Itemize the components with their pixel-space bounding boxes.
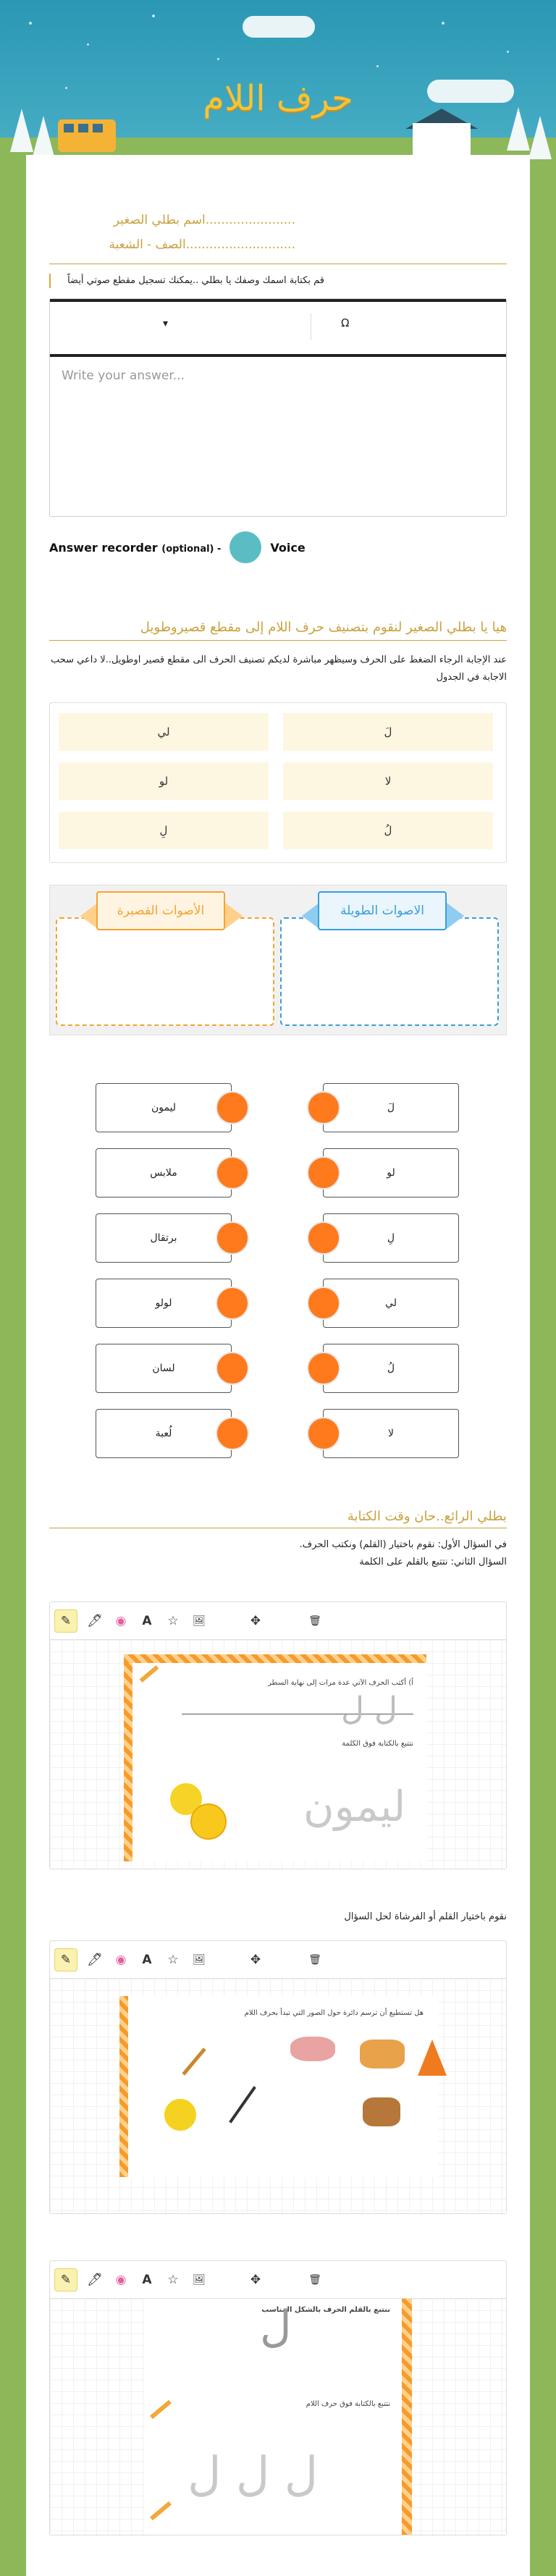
sheet3-instruction: ننتبع بالقلم الحرف بالشكل المناسب: [261, 2306, 390, 2314]
dog-icon: [363, 2097, 400, 2126]
drawing-editor-1: [49, 1601, 507, 1869]
page-title: حرف اللام: [203, 78, 353, 119]
text-tool-icon[interactable]: A: [142, 2273, 152, 2287]
worksheet-image: [119, 1996, 438, 2177]
drawing-canvas[interactable]: [50, 1979, 506, 2213]
meat-icon: [290, 2037, 335, 2061]
q4-instruction-3: نقوم باختيار القلم أو الفرشاة لحل السؤال: [344, 1911, 507, 1922]
image-icon[interactable]: 🖼: [193, 2274, 206, 2286]
trash-icon[interactable]: 🗑: [308, 1954, 321, 1966]
sheet2-instruction: هل تستطيع أن ترسم دائرة حول الصور التي تبدأ بحرف اللام: [244, 2009, 424, 2017]
move-icon[interactable]: ✥: [250, 1953, 261, 1967]
pencil-icon[interactable]: ✎: [54, 2268, 77, 2291]
drawing-canvas[interactable]: [50, 1640, 506, 1869]
choice-cell[interactable]: لِ: [59, 812, 269, 849]
record-voice-button[interactable]: [229, 531, 261, 563]
match-right-box[interactable]: لو: [323, 1148, 459, 1197]
pencil-icon: [150, 2501, 172, 2520]
match-right-box[interactable]: لَ: [323, 1083, 459, 1132]
pencil-icon: [140, 1665, 159, 1683]
star-icon[interactable]: ☆: [167, 1953, 179, 1967]
sheet3-trace-instruction: نتتبع بالكتابة فوق حرف اللام: [306, 2400, 390, 2408]
match-left-box[interactable]: لسان: [96, 1344, 232, 1393]
match-connector-dot[interactable]: [216, 1417, 249, 1450]
drawing-toolbar: [50, 1602, 506, 1640]
worksheet-image: [124, 1654, 426, 1861]
short-sounds-dropzone[interactable]: [56, 917, 274, 1026]
sheet3-model-letter: ل: [260, 2302, 292, 2352]
match-connector-dot[interactable]: [307, 1287, 340, 1320]
sheet1-trace-word: ليمون: [303, 1782, 406, 1831]
match-connector-dot[interactable]: [216, 1156, 249, 1190]
match-connector-dot[interactable]: [216, 1287, 249, 1320]
short-sounds-label: الأصوات القصيرة: [96, 891, 225, 930]
match-right-box[interactable]: لي: [323, 1279, 459, 1328]
choice-cell[interactable]: لُ: [283, 812, 493, 849]
student-name-label: .......................اسم بطلي الصغير: [113, 213, 295, 227]
answer-editor[interactable]: [49, 298, 507, 517]
q2-title: هيا يا بطلي الصغير لنقوم بتصنيف حرف اللام إلى مقطع قصيروطويل: [140, 620, 507, 635]
color-picker-icon[interactable]: ◉: [115, 2273, 127, 2287]
q4-instruction-1: في السؤال الأول: نقوم باختيار (القلم) ونكتب الحرف.: [299, 1539, 507, 1550]
match-left-box[interactable]: ملابس: [96, 1148, 232, 1197]
trash-icon[interactable]: 🗑: [308, 2274, 321, 2286]
q1-instruction: قم بكتابة اسمك وصفك يا بطلي ..يمكنك تسجيل مقطع صوتي أيضاً: [67, 275, 324, 286]
long-sounds-dropzone[interactable]: [280, 917, 499, 1026]
pen-drawing-icon: [229, 2086, 256, 2123]
image-icon[interactable]: 🖼: [193, 1615, 206, 1627]
school-bus-icon: [58, 119, 116, 152]
drawing-toolbar: [50, 1941, 506, 1979]
match-connector-dot[interactable]: [307, 1417, 340, 1450]
pencil-icon[interactable]: ✎: [54, 1948, 77, 1971]
pen-icon[interactable]: 🖊: [87, 1614, 103, 1628]
match-right-box[interactable]: لا: [323, 1409, 459, 1458]
letter-choices: [49, 702, 507, 863]
long-sounds-label: الاصوات الطويلة: [318, 891, 447, 930]
star-icon[interactable]: ☆: [167, 2273, 179, 2287]
fire-icon: [418, 2040, 447, 2076]
trash-icon[interactable]: 🗑: [308, 1615, 321, 1627]
match-connector-dot[interactable]: [307, 1352, 340, 1385]
match-connector-dot[interactable]: [216, 1091, 249, 1124]
sort-zones: [49, 885, 507, 1035]
choice-cell[interactable]: لَ: [283, 713, 493, 751]
arrow-icon: [182, 2047, 206, 2075]
match-right-box[interactable]: لِ: [323, 1213, 459, 1263]
answer-input[interactable]: Write your answer...: [62, 369, 185, 383]
match-left-box[interactable]: لُعبة: [96, 1409, 232, 1458]
choice-cell[interactable]: لا: [283, 762, 493, 800]
q2-instruction: عند الإجابة الرجاء الضغط على الحرف وسيظهر مباشرة لديكم تصنيف الحرف الى مقطع قصير اوطويل..لا داعي سحب الاجابة في الجدول: [51, 654, 507, 683]
drawing-toolbar: [50, 2261, 506, 2299]
lemon-icon: [164, 2099, 196, 2131]
answer-recorder: [49, 531, 306, 563]
sheet1-instruction: أ) أكتب الحرف الآتي عدة مرات إلى نهاية السطر: [268, 1679, 413, 1687]
match-connector-dot[interactable]: [216, 1221, 249, 1255]
recorder-voice-label: Voice: [270, 540, 306, 555]
drawing-editor-3: [49, 2260, 507, 2535]
move-icon[interactable]: ✥: [250, 1614, 261, 1628]
image-icon[interactable]: 🖼: [193, 1954, 206, 1966]
worksheet-card: [26, 155, 530, 2576]
choice-cell[interactable]: لو: [59, 762, 269, 800]
color-picker-icon[interactable]: ◉: [115, 1614, 127, 1628]
drawing-editor-2: [49, 1940, 507, 2214]
q4-title: بطلي الرائع..حان وقت الكتابة: [347, 1509, 507, 1524]
student-class-label: ............................الصف - الشعبة: [109, 237, 295, 252]
match-left-box[interactable]: ليمون: [96, 1083, 232, 1132]
choice-cell[interactable]: لي: [59, 713, 269, 751]
pen-icon[interactable]: 🖊: [87, 2273, 103, 2287]
star-icon[interactable]: ☆: [167, 1614, 179, 1628]
worksheet-image: [144, 2299, 412, 2535]
match-connector-dot[interactable]: [307, 1156, 340, 1190]
text-tool-icon[interactable]: A: [142, 1953, 152, 1967]
match-right-box[interactable]: لُ: [323, 1344, 459, 1393]
text-tool-icon[interactable]: A: [142, 1614, 152, 1628]
match-left-box[interactable]: برتقال: [96, 1213, 232, 1263]
format-dropdown[interactable]: ▾: [163, 318, 169, 329]
sheet1-letters: ل ل: [341, 1691, 397, 1727]
match-connector-dot[interactable]: [216, 1352, 249, 1385]
match-connector-dot[interactable]: [307, 1091, 340, 1124]
move-icon[interactable]: ✥: [250, 2273, 261, 2287]
house-icon: [413, 123, 471, 159]
special-char-button[interactable]: Ω: [341, 316, 350, 329]
match-left-box[interactable]: لولو: [96, 1279, 232, 1328]
pencil-icon: [150, 2400, 172, 2419]
editor-toolbar: [50, 299, 506, 357]
match-connector-dot[interactable]: [307, 1221, 340, 1255]
color-picker-icon[interactable]: ◉: [115, 1953, 127, 1967]
recorder-label: Answer recorder (optional) -: [49, 540, 222, 555]
cat-icon: [360, 2040, 405, 2068]
sheet1-trace-instruction: نتتبع بالكتابة فوق الكلمة: [342, 1740, 413, 1748]
q4-instruction-2: السؤال الثاني: نتتبع بالقلم على الكلمة: [359, 1557, 507, 1567]
matching-exercise: [26, 1053, 530, 1617]
drawing-canvas[interactable]: [50, 2299, 506, 2535]
pencil-icon[interactable]: ✎: [54, 1609, 77, 1633]
sheet3-trace-letters: ل ل ل: [188, 2448, 319, 2501]
pen-icon[interactable]: 🖊: [87, 1953, 103, 1967]
